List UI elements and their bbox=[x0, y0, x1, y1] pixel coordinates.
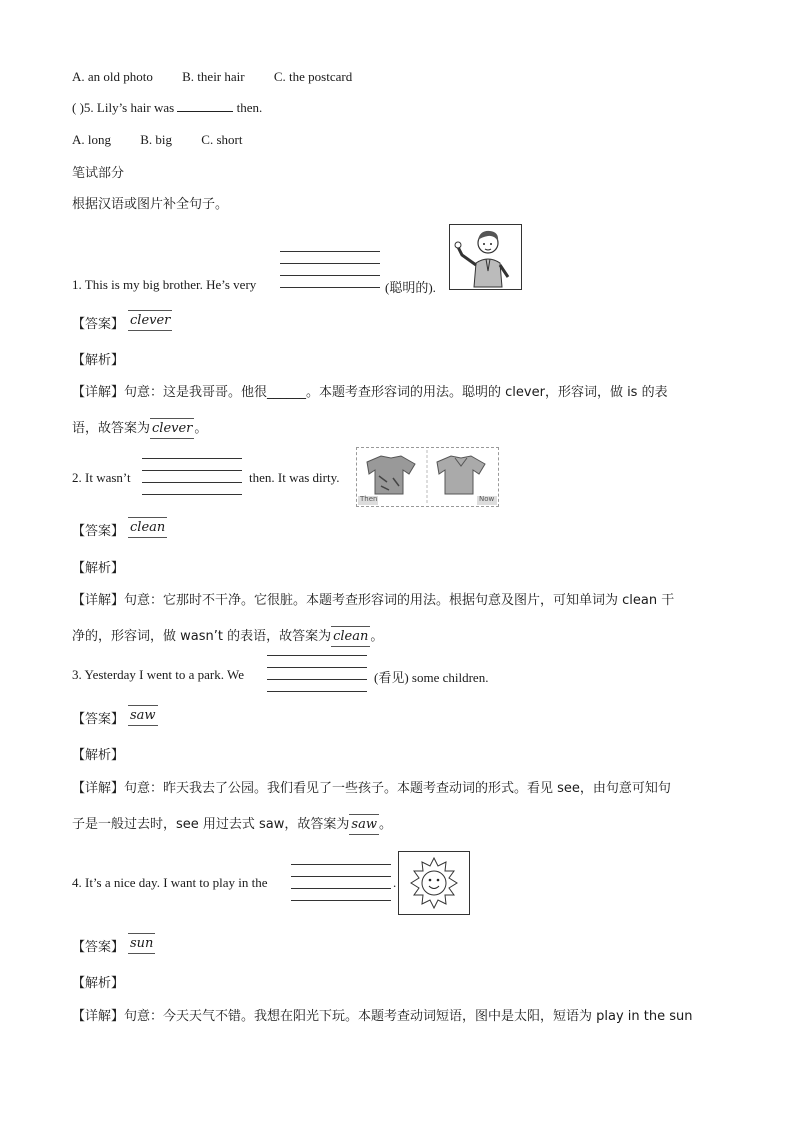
sun-icon bbox=[398, 851, 470, 915]
item2-answer-label: 【答案】 bbox=[72, 524, 125, 539]
item2-blank[interactable] bbox=[142, 458, 242, 498]
option-a: A. an old photo bbox=[72, 69, 153, 84]
detail-label: 【详解】 bbox=[72, 781, 125, 796]
item2-suffix: then. It was dirty. bbox=[249, 470, 340, 485]
shirt-comparison-image bbox=[356, 447, 499, 507]
option-b: B. big bbox=[140, 132, 173, 147]
item4-answer: sun bbox=[130, 936, 154, 951]
boy-thinking-icon bbox=[449, 224, 522, 290]
then-label: Then bbox=[360, 495, 378, 503]
option-c: C. the postcard bbox=[273, 69, 353, 84]
detail-label: 【详解】 bbox=[72, 385, 125, 400]
item1-suffix: (聪明的). bbox=[385, 280, 436, 295]
item2-prefix: 2. It wasn’t bbox=[72, 470, 131, 485]
item3-analysis-label: 【解析】 bbox=[72, 748, 125, 763]
q5-suffix: then. bbox=[236, 100, 263, 115]
item4-answer-label: 【答案】 bbox=[72, 940, 125, 955]
detail-label: 【详解】 bbox=[72, 1009, 125, 1024]
item3-suffix: (看见) some children. bbox=[374, 670, 489, 685]
item4-detail-line1: 【详解】句意：今天天气不错。我想在阳光下玩。本题考查动词短语，图中是太阳，短语为 play in the sun bbox=[72, 1009, 693, 1024]
section-title: 笔试部分 bbox=[72, 166, 125, 181]
item2-answer: clean bbox=[130, 520, 166, 535]
q5-prefix: ( )5. Lily’s hair was bbox=[72, 100, 175, 115]
item3-prefix: 3. Yesterday I went to a park. We bbox=[72, 667, 245, 682]
item1-answer: clever bbox=[130, 313, 171, 328]
q5-options bbox=[72, 132, 242, 148]
item4-prefix: 4. It’s a nice day. I want to play in the bbox=[72, 875, 268, 890]
item4-suffix: . bbox=[393, 875, 397, 890]
item2-detail-line1: 【详解】句意：它那时不干净。它很脏。本题考查形容词的用法。根据句意及图片，可知单词为 clean 干 bbox=[72, 593, 675, 608]
option-b: B. their hair bbox=[182, 69, 245, 84]
item1-answer-label: 【答案】 bbox=[72, 317, 125, 332]
option-a: A. long bbox=[72, 132, 111, 147]
item1-blank[interactable] bbox=[280, 251, 380, 291]
instruction: 根据汉语或图片补全句子。 bbox=[72, 197, 229, 212]
q5-blank[interactable] bbox=[177, 111, 233, 112]
item3-detail-line2: 子是一般过去时，see 用过去式 saw，故答案为 saw 。 bbox=[72, 817, 392, 832]
option-c: C. short bbox=[201, 132, 243, 147]
item4-blank[interactable] bbox=[291, 864, 391, 904]
item2-analysis-label: 【解析】 bbox=[72, 561, 125, 576]
now-label: Now bbox=[479, 495, 495, 503]
q5-question bbox=[72, 100, 262, 116]
item3-answer: saw bbox=[130, 708, 156, 723]
q4-options bbox=[72, 69, 352, 85]
item3-answer-label: 【答案】 bbox=[72, 712, 125, 727]
item4-analysis-label: 【解析】 bbox=[72, 976, 125, 991]
item3-detail-line1: 【详解】句意：昨天我去了公园。我们看见了一些孩子。本题考查动词的形式。看见 see，由句意可知句 bbox=[72, 781, 671, 796]
item1-detail-line1: 【详解】句意：这是我哥哥。他很______。本题考查形容词的用法。聪明的 clever，形容词，做 is 的表 bbox=[72, 385, 668, 400]
item2-detail-line2: 净的，形容词，做 wasn’t 的表语，故答案为 clean 。 bbox=[72, 629, 384, 644]
detail-label: 【详解】 bbox=[72, 593, 125, 608]
item1-prefix: 1. This is my big brother. He’s very bbox=[72, 277, 257, 292]
item3-blank[interactable] bbox=[267, 655, 367, 695]
item1-analysis-label: 【解析】 bbox=[72, 353, 125, 368]
item1-detail-line2: 语，故答案为 clever 。 bbox=[72, 421, 208, 436]
